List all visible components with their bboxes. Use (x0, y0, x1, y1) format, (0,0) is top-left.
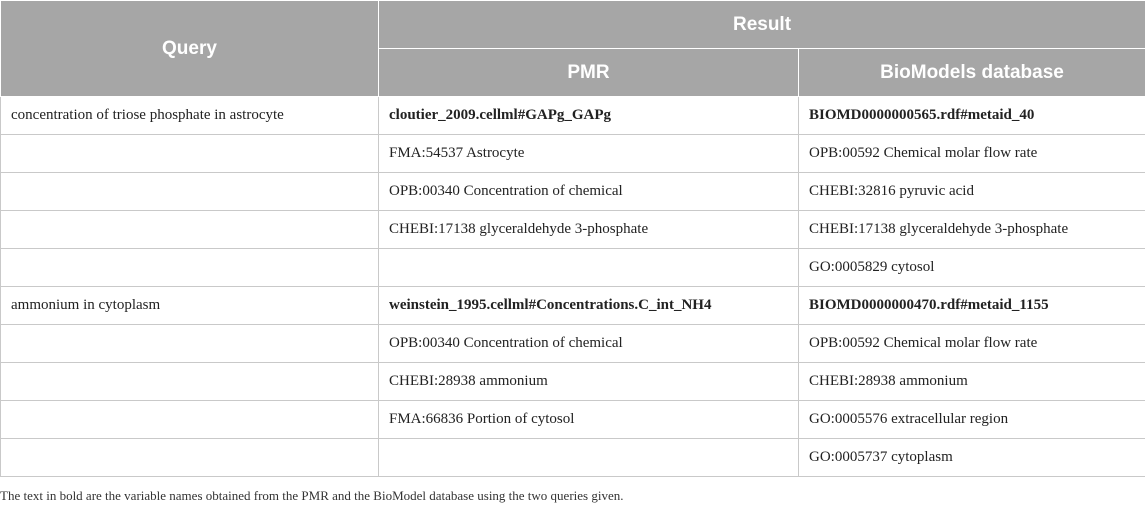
biomodels-cell: OPB:00592 Chemical molar flow rate (799, 135, 1145, 173)
table-row (1, 363, 1145, 401)
query-cell (1, 211, 379, 249)
biomodels-cell: CHEBI:28938 ammonium (799, 363, 1145, 401)
table-row (1, 135, 1145, 173)
query-cell: ammonium in cytoplasm (1, 287, 379, 325)
table-row (1, 97, 1145, 135)
table-row (1, 173, 1145, 211)
biomodels-cell: OPB:00592 Chemical molar flow rate (799, 325, 1145, 363)
biomodels-cell: GO:0005737 cytoplasm (799, 439, 1145, 477)
table-row (1, 439, 1145, 477)
pmr-cell: cloutier_2009.cellml#GAPg_GAPg (379, 97, 799, 135)
table-row (1, 325, 1145, 363)
biomodels-cell: BIOMD0000000470.rdf#metaid_1155 (799, 287, 1145, 325)
pmr-cell: FMA:54537 Astrocyte (379, 135, 799, 173)
query-cell (1, 325, 379, 363)
table-row (1, 287, 1145, 325)
table-header (1, 1, 1145, 97)
header-biomodels: BioModels database (799, 49, 1145, 97)
pmr-cell: CHEBI:28938 ammonium (379, 363, 799, 401)
table-footnote: The text in bold are the variable names obtained from the PMR and the BioModel database using the two queries given. (0, 488, 624, 503)
query-cell: concentration of triose phosphate in astrocyte (1, 97, 379, 135)
header-result: Result (379, 1, 1145, 49)
query-cell (1, 363, 379, 401)
query-cell (1, 439, 379, 477)
pmr-cell: FMA:66836 Portion of cytosol (379, 401, 799, 439)
query-cell (1, 173, 379, 211)
header-query: Query (1, 1, 379, 97)
table-body (1, 97, 1145, 477)
biomodels-cell: CHEBI:17138 glyceraldehyde 3-phosphate (799, 211, 1145, 249)
pmr-cell: weinstein_1995.cellml#Concentrations.C_int_NH4 (379, 287, 799, 325)
table-row (1, 249, 1145, 287)
pmr-cell: CHEBI:17138 glyceraldehyde 3-phosphate (379, 211, 799, 249)
table-row (1, 211, 1145, 249)
pmr-cell (379, 439, 799, 477)
biomodels-cell: GO:0005829 cytosol (799, 249, 1145, 287)
query-cell (1, 401, 379, 439)
pmr-cell (379, 249, 799, 287)
pmr-cell: OPB:00340 Concentration of chemical (379, 325, 799, 363)
pmr-cell: OPB:00340 Concentration of chemical (379, 173, 799, 211)
biomodels-cell: GO:0005576 extracellular region (799, 401, 1145, 439)
table-row (1, 401, 1145, 439)
biomodels-cell: BIOMD0000000565.rdf#metaid_40 (799, 97, 1145, 135)
biomodels-cell: CHEBI:32816 pyruvic acid (799, 173, 1145, 211)
query-cell (1, 135, 379, 173)
query-cell (1, 249, 379, 287)
header-pmr: PMR (379, 49, 799, 97)
